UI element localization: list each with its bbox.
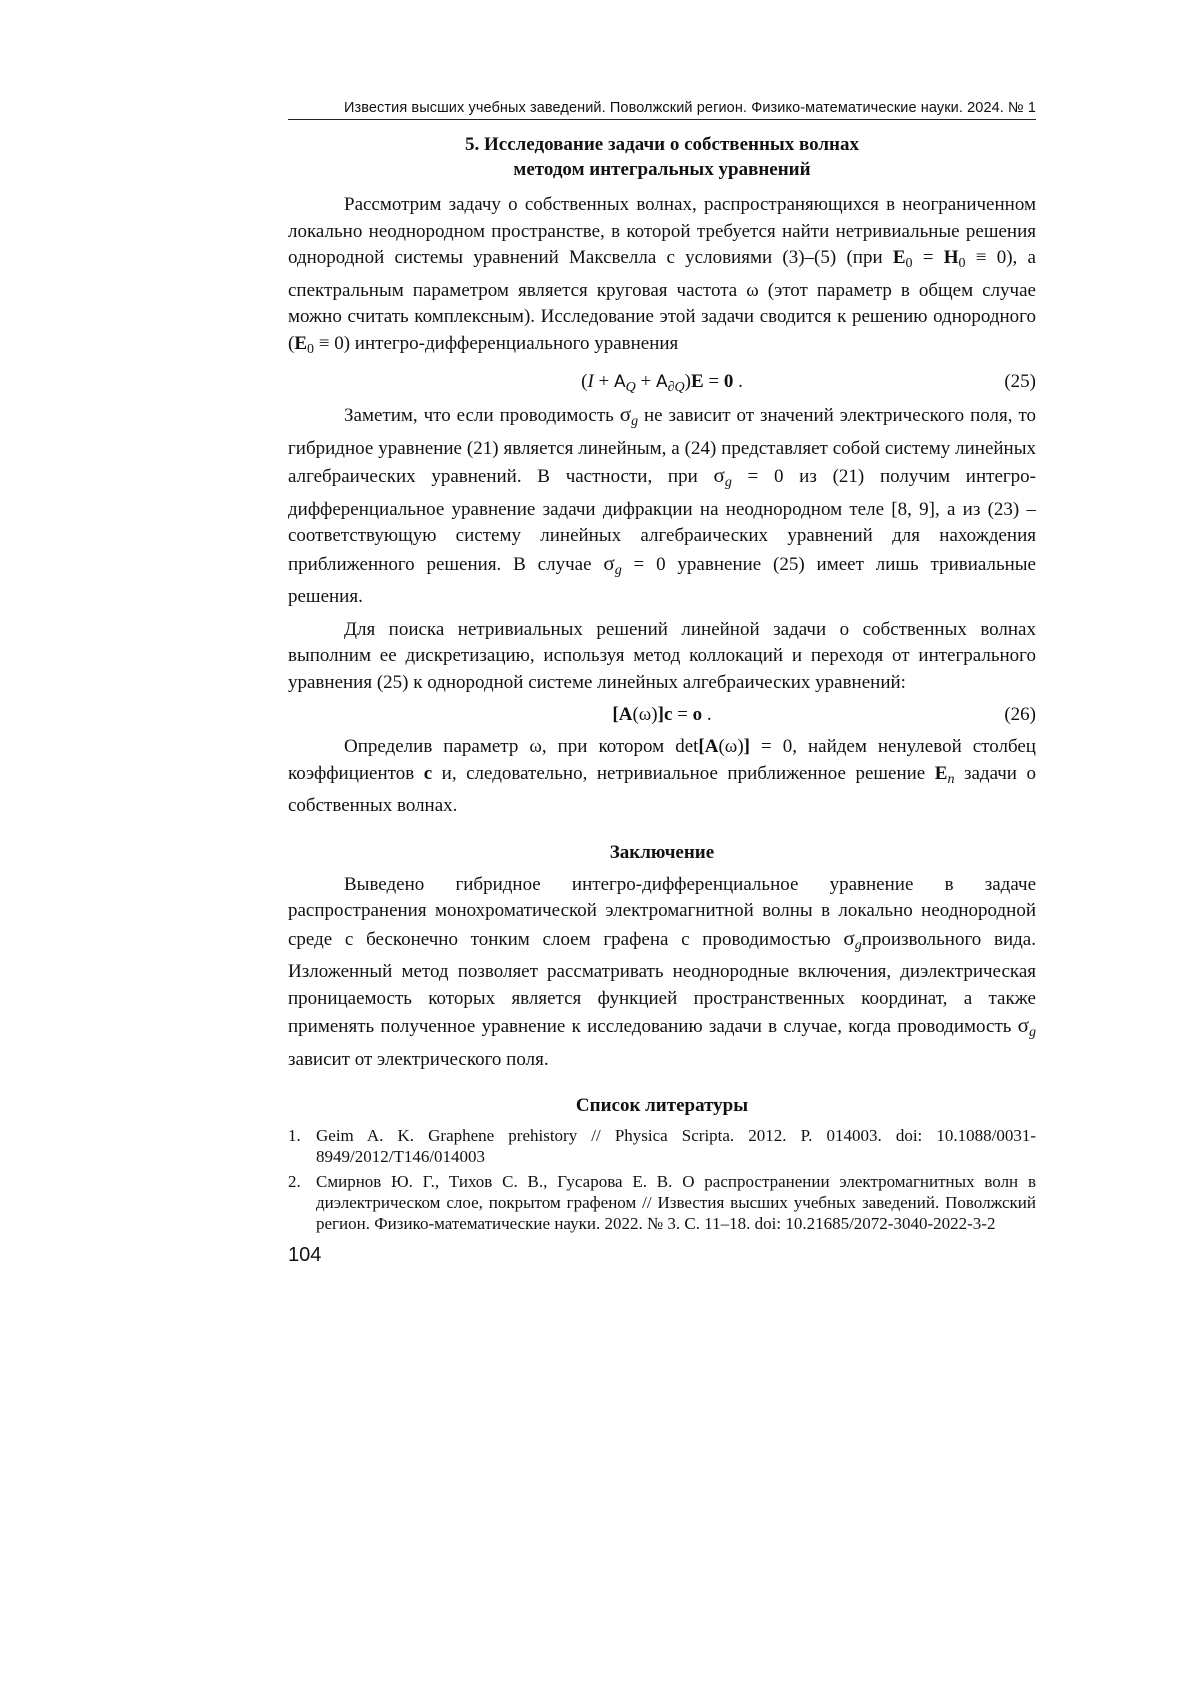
references-title: Список литературы [575, 1095, 749, 1116]
paragraph-3: Для поиска нетривиальных решений линейной задачи о собственных волнах выполним ее дискретизацию, используя метод коллокаций и переходя от интегрального уравнения (25) к однородной системе линейных алгебраических уравнений: [288, 618, 1036, 693]
symbol-sigma-g-2: $\sigma_g$ [843, 925, 862, 953]
page-number: 104 [288, 1244, 322, 1266]
reference-number: 1. [288, 1126, 301, 1145]
conclusion-text-a: Выведено гибридное интегро-дифференциальное уравнение в задаче распространения монохроматической электромагнитной волны в локально неоднородной среде с бесконечно тонким слоем графена с проводимостью [288, 873, 1036, 950]
equation-26-number: (26) [1004, 704, 1036, 725]
paragraph-1 [288, 192, 1036, 363]
p4-text-b: , при котором [541, 736, 676, 757]
p2-text-c: из (21) получим интегро-дифференциальное уравнение задачи дифракции на неоднородном теле [8, 9], а из (23) – соответствующую систему линейных алгебраических уравнений для нахождения приближенного решения. В случае [288, 466, 1036, 575]
section-title-line2: методом интегральных уравнений [513, 159, 811, 180]
running-head: Известия высших учебных заведений. Поволжский регион. Физико-математические науки. 2024. № 1 [288, 100, 1036, 120]
equation-25 [288, 363, 1036, 401]
formula-e0-h0: $E_0 = H_0 \equiv 0$ [892, 247, 1007, 271]
equation-26-body: [A(ω)]c = o . [612, 704, 712, 725]
equation-25-number: (25) [1004, 371, 1036, 392]
p4-text-c: , найдем ненулевой столбец коэффициентов [288, 736, 1036, 784]
p4-text-a: Определив параметр [344, 736, 530, 757]
reference-number: 2. [288, 1172, 301, 1191]
p2-text-d: уравнение (25) имеет лишь тривиальные решения. [288, 553, 1036, 607]
symbol-c: c [423, 762, 433, 784]
p2-text-b: не зависит от значений электрического поля, то гибридное уравнение (21) является линейным, а (24) представляет собой систему линейных алгебраических уравнений. В частности, при [288, 405, 1036, 487]
formula-sigma-zero: $\sigma_g = 0$ [713, 463, 784, 490]
conclusion-text-c: зависит от электрического поля. [288, 1048, 549, 1070]
symbol-sigma-g-3: $\sigma_g$ [1017, 1013, 1036, 1040]
reference-item [288, 1171, 1036, 1234]
conclusion-title: Заключение [609, 841, 715, 863]
p1-text-b: ), а спектральным параметром является круговая частота [288, 247, 1036, 301]
paragraph-4 [288, 734, 1036, 820]
reference-text: Смирнов Ю. Г., Тихов С. В., Гусарова Е. В. О распространении электромагнитных волн в диэлектрическом слое, покрытом графеном // Известия высших учебных заведений. Поволжский регион. Физико-математические науки. 2022. № 3. С. 11–18. doi: 10.21685/2072-3040-2022-3-2 [316, 1172, 1036, 1233]
p2-text-a: Заметим, что если проводимость [344, 405, 620, 426]
reference-list [288, 1125, 1036, 1234]
paragraph-2 [288, 401, 1036, 611]
section-title-line1: 5. Исследование задачи о собственных волнах [465, 134, 859, 155]
symbol-omega-2: ω [529, 736, 542, 757]
equation-25-body: $(I + A_Q + A_{\partial Q})E = 0$ . [581, 371, 743, 395]
symbol-omega: ω [746, 279, 759, 301]
reference-item [288, 1125, 1036, 1167]
symbol-en: $E_n$ [934, 762, 955, 787]
conclusion-paragraph [288, 872, 1036, 1074]
p4-text-d: и, следовательно, нетривиальное приближенное решение [432, 762, 935, 784]
conclusion-text-b: произвольного вида. Изложенный метод позволяет рассматривать неоднородные включения, диэлектрическая проницаемость которых является функцией пространственных координат, а также применять полученное уравнение к исследованию задачи в случае, когда проводимость [288, 928, 1036, 1037]
page [288, 100, 1036, 1267]
formula-e0-zero: $E_0 \equiv 0$ [294, 332, 344, 357]
p1-text-a: Рассмотрим задачу о собственных волнах, распространяющихся в неограниченном локально неоднородном пространстве, в которой требуется найти нетривиальные решения однородной системы уравнений Максвелла с условиями (3)–(5) (при [288, 194, 1036, 268]
formula-sigma-zero-2: $\sigma_g = 0$ [603, 550, 666, 578]
section-title [288, 132, 1036, 182]
reference-text: Geim A. K. Graphene prehistory // Physica Scripta. 2012. P. 014003. doi: 10.1088/0031-8949/2012/T146/014003 [316, 1126, 1036, 1166]
symbol-sigma-g: $\sigma_g$ [619, 402, 639, 429]
p1-text-d: ) интегро-дифференциального уравнения [343, 332, 679, 354]
p4-text-e: задачи о собственных волнах. [288, 762, 1036, 816]
equation-26 [288, 696, 1036, 734]
formula-det: det[A(ω)] = 0 [675, 736, 793, 757]
p1-text-c: (этот параметр в общем случае можно считать комплексным). Исследование этой задачи сводится к решению однородного ( [288, 279, 1036, 354]
